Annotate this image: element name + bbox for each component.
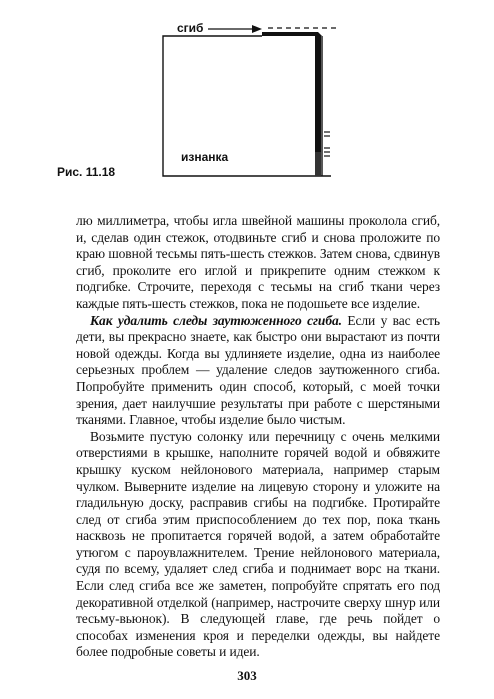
fold-edge bbox=[262, 32, 322, 36]
section-subheading: Как удалить следы заутюженного сгиба. bbox=[90, 312, 342, 328]
paragraph: Возьмите пустую солонку или перечницу с очень мелкими отверстиями в крышке, наполните горячей водой и обвяжите крышку куском нейлонового материала, например старым чулком. Выверните изделие на лицевую сторону и уложите на гладильную доску, расправив сгибы на подгибке. Протирайте след от сгиба этим приспособлением до тех пор, пока ткань насквозь не пропитается горячей водой, а затем обработайте утюгом с пароувлажнителем. Трение нейлонового материала, судя по всему, удаляет след сгиба и поднимает ворс на ткани. Если след сгиба все же заметен, попробуйте спрятать его под декоративной отделкой (например, настрочите сверху шнур или тесьму-вьюнок). В следующей главе, где речь пойдет о способах изменения кроя и переделки одежды, вы найдете более подробные советы и идеи. bbox=[76, 428, 440, 660]
figure-11-18 bbox=[0, 0, 494, 200]
paragraph-text: Если у вас есть дети, вы прекрасно знаете, как быстро они вырастают из почти новой одежды. Когда вы удлиняете изделие, одна из наиболее серьезных проблем — удаление следов заутюженного сгиба. Попробуйте применить один способ, который, с моей точки зрения, дает наилучшие результаты при работе с шерстяными тканями. Главное, чтобы изделие было чистым. bbox=[76, 312, 440, 428]
paragraph bbox=[76, 313, 440, 429]
fold-label: сгиб bbox=[177, 21, 204, 35]
fold-arrow-head bbox=[252, 25, 262, 33]
hem-tape-lower bbox=[315, 152, 321, 176]
paragraph: лю миллиметра, чтобы игла швейной машины проколола сгиб, и, сделав один стежок, отодвиньте сгиб и снова проложите по краю шовной тесьмы пять-шесть стежков. Затем снова, сдвинув сгиб, проколите его иглой и прикрепите одним стежком к подгибке. Строчите, переходя с тесьмы на сгиб ткани через каждые пять-шесть стежков, пока не подошьете все изделие. bbox=[76, 213, 440, 311]
wrong-side-label: изнанка bbox=[181, 150, 229, 164]
figure-caption: Рис. 11.18 bbox=[57, 165, 116, 179]
hem-tape bbox=[315, 36, 321, 152]
body-text bbox=[76, 213, 440, 661]
page-number: 303 bbox=[237, 668, 257, 683]
